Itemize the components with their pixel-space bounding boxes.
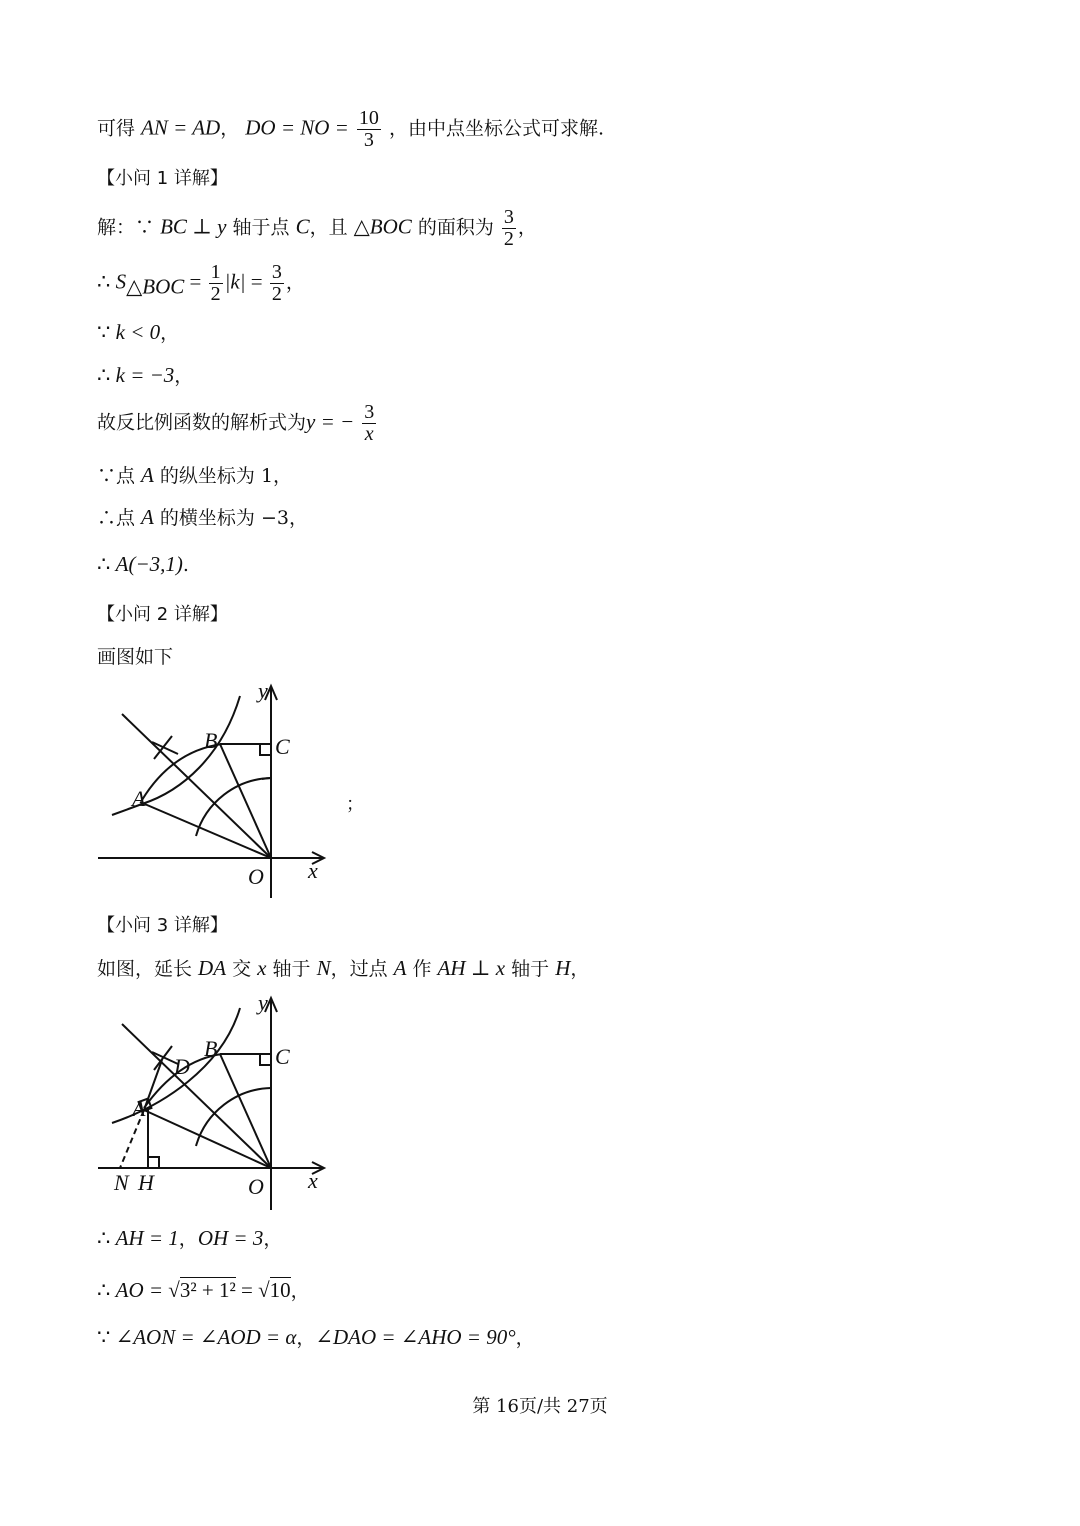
fig2-label-c: C — [275, 1044, 290, 1069]
text-line-11: 如图，延长 DA 交 x 轴于 N，过点 A 作 AH ⊥ x 轴于 H， — [97, 956, 590, 980]
text-line-3: ∴ $S_{\triangle BOC}$ = $\frac{1}{2}$ |k| = $\frac{3}{2}$ ， — [97, 261, 305, 305]
text-line-13: ∴ AO = √3² + 1² = √10， — [97, 1278, 310, 1302]
fig1-label-o: O — [248, 864, 264, 889]
fraction-3-2: $\frac{3}{2}$ — [503, 206, 514, 250]
sqrt-symbol-2: √ — [258, 1278, 270, 1302]
text-line-1: 可得 AN = AD， DO = NO = $\frac{10}{3}$ ，由中点坐标公式可求解. — [97, 107, 604, 151]
fig2-label-y: y — [258, 990, 268, 1015]
text-line-10: 画图如下 — [97, 646, 174, 668]
fig2-label-h: H — [138, 1170, 154, 1195]
fraction-3-2b: $\frac{3}{2}$ — [271, 261, 282, 305]
figure-2-diagram — [92, 988, 337, 1213]
text-line-4: ∵ k < 0， — [97, 320, 180, 344]
fraction-3-x: $\frac{3}{x}$ — [364, 401, 375, 445]
fig2-label-d: D — [174, 1054, 190, 1079]
fraction-10-3: $\frac{10}{3}$ — [358, 107, 379, 151]
text-line-6: 故反比例函数的解析式为y = − $\frac{3}{x}$ — [97, 401, 375, 445]
text-line-2: 解：∵ BC ⊥ y 轴于点 C，且 △BOC 的面积为 $\frac{3}{2}$ ， — [97, 206, 537, 250]
fig1-label-b: B — [204, 728, 218, 753]
fig2-label-b: B — [204, 1036, 218, 1061]
section-heading-1: 【小问 1 详解】 — [97, 168, 228, 189]
section-heading-2: 【小问 2 详解】 — [97, 604, 228, 625]
fig1-label-x: x — [308, 858, 318, 883]
fig2-label-a: A — [132, 1096, 146, 1121]
fig1-label-y: y — [258, 678, 268, 703]
text-line-9: ∴ A(−3,1). — [97, 552, 189, 576]
text-line-7: ∵点 A 的纵坐标为 1， — [97, 463, 293, 487]
eq-an-ad: AN = AD — [141, 115, 221, 140]
text-line-8: ∴点 A 的横坐标为 −3， — [97, 505, 308, 529]
figure-1-diagram — [92, 676, 337, 901]
eq-do-no: DO = NO = — [245, 115, 349, 140]
text-line-12: ∴ AH = 1，OH = 3， — [97, 1226, 283, 1250]
punctuation-semicolon: ； — [346, 794, 364, 815]
text-line-5: ∴ k = −3， — [97, 363, 194, 387]
fig1-label-c: C — [275, 734, 290, 759]
sqrt-symbol: √ — [168, 1278, 180, 1302]
text-line-14: ∵ ∠AON = ∠AOD = α，∠DAO = ∠AHO = 90°， — [97, 1325, 535, 1349]
fig2-label-x: x — [308, 1168, 318, 1193]
fig2-label-n: N — [114, 1170, 129, 1195]
section-heading-3: 【小问 3 详解】 — [97, 915, 228, 936]
fraction-1-2: $\frac{1}{2}$ — [210, 261, 221, 305]
fig1-label-a: A — [132, 786, 146, 811]
page-footer: 第 16页/共 27页 — [472, 1396, 608, 1417]
fig2-label-o: O — [248, 1174, 264, 1199]
